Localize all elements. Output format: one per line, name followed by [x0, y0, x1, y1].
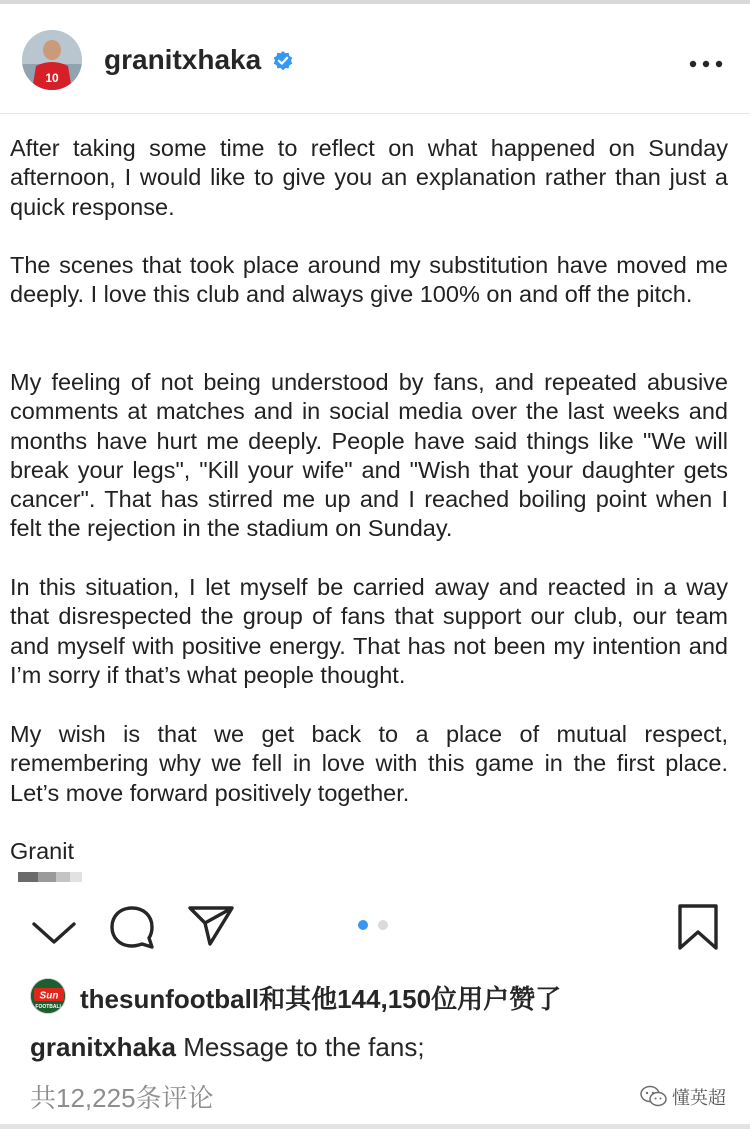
caption-username[interactable]: granitxhaka	[30, 1032, 176, 1062]
liker-avatar[interactable]	[30, 978, 66, 1014]
likes-text[interactable]: thesunfootball和其他144,150位用户赞了	[80, 984, 562, 1014]
profile-username[interactable]: granitxhaka	[104, 44, 262, 75]
verified-badge-icon	[272, 50, 294, 72]
view-comments-link[interactable]: 共12,225条评论	[30, 1083, 214, 1113]
carousel-dot-active	[358, 920, 368, 930]
heart-icon[interactable]	[30, 916, 78, 946]
wechat-icon	[640, 1084, 668, 1108]
wechat-watermark	[640, 1082, 740, 1112]
watermark-text: 懂英超	[672, 1088, 726, 1108]
comment-icon[interactable]	[108, 904, 158, 950]
post-paragraph: After taking some time to reflect on what happened on Sunday afternoon, I would like to give you an explanation rather than just a quick response.	[10, 135, 728, 220]
likes-summary[interactable]	[0, 975, 750, 1017]
more-horizontal-icon[interactable]	[688, 58, 724, 70]
signature-scribble-icon	[18, 870, 82, 884]
sun-football-logo-icon	[31, 979, 66, 1014]
carousel-indicator	[358, 920, 398, 932]
post-paragraph: In this situation, I let myself be carried away and reacted in a way that disrespected the group of fans that support our club, our team and myself with positive energy. That has not been my intention and I’m sorry if that’s what people thought.	[10, 574, 728, 688]
post-header	[0, 8, 750, 114]
svg-text:10: 10	[45, 71, 59, 85]
post-caption	[30, 1032, 425, 1063]
svg-text:Sun: Sun	[39, 990, 59, 1002]
post-paragraph: My feeling of not being understood by fans, and repeated abusive comments at matches and in social media over the last weeks and months have hurt me deeply. People have said things like "We will break your legs", "Kill your wife" and "Wish that your daughter gets cancer". That has stirred me up and I reached boiling point when I felt the rejection in the stadium on Sunday.	[10, 369, 728, 542]
caption-text: Message to the fans;	[183, 1032, 425, 1062]
bottom-divider	[0, 1124, 750, 1129]
post-image[interactable]	[0, 115, 750, 880]
post-signature: Granit	[10, 838, 74, 864]
post-paragraph: My wish is that we get back to a place of mutual respect, remembering why we fell in love with this game in the first place. Let’s move forward positively together.	[10, 721, 728, 806]
send-icon[interactable]	[186, 904, 236, 948]
avatar-photo-icon	[22, 30, 82, 90]
post-paragraph: The scenes that took place around my substitution have moved me deeply. I love this club and always give 100% on and off the pitch.	[10, 252, 728, 308]
bookmark-icon[interactable]	[676, 902, 720, 952]
top-divider	[0, 0, 750, 4]
profile-avatar[interactable]	[22, 30, 82, 90]
carousel-dot	[378, 920, 388, 930]
svg-text:FOOTBALL: FOOTBALL	[35, 1004, 63, 1010]
